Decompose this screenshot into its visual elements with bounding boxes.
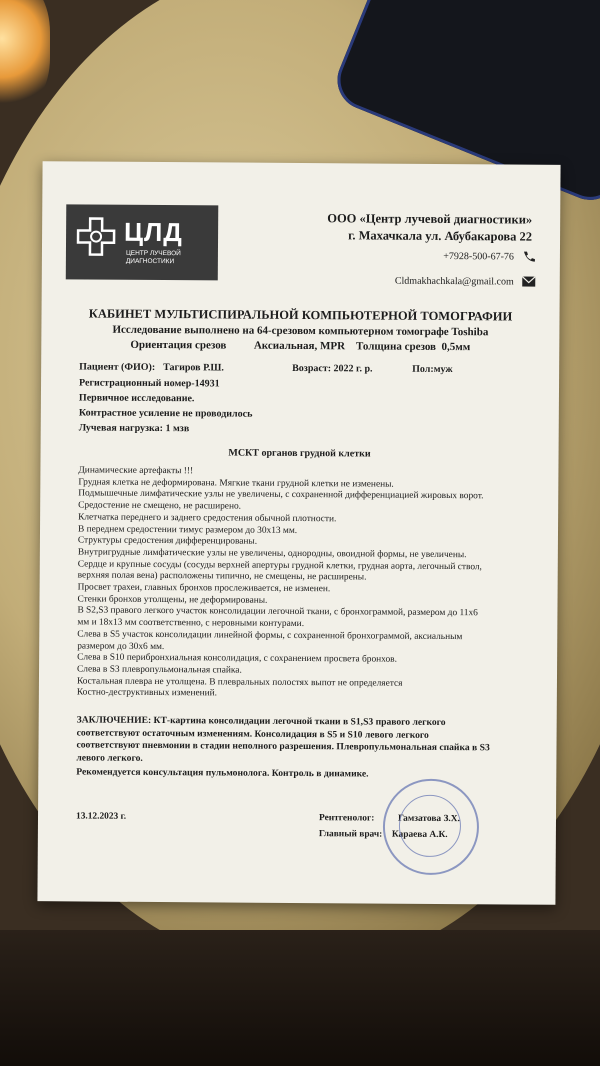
finding-line: Слева в S5 участок консолидации линейной формы, с сохраненной бронхограммой, аксиальным bbox=[77, 629, 463, 642]
recommendation: Рекомендуется консультация пульмонолога. Контроль в динамике. bbox=[76, 766, 369, 780]
logo-abbreviation: ЦЛД bbox=[123, 216, 183, 248]
primary-study: Первичное исследование. bbox=[78, 392, 195, 405]
patient-age: Возраст: 2022 г. р. bbox=[292, 362, 373, 375]
finding-line: Клетчатка переднего и заднего средостения обычной плотности. bbox=[78, 512, 337, 525]
conclusion-line: соответствуют пневмонии в стадии неполного разрешения. Плевропульмональная спайка в S3 bbox=[76, 739, 490, 754]
findings-text bbox=[77, 465, 529, 702]
scanner-info: Исследование выполнено на 64-срезовом компьютерном томографе Toshiba bbox=[112, 323, 489, 339]
organization-address: г. Махачкала ул. Абубакарова 22 bbox=[348, 228, 533, 244]
finding-line: мм и 18х13 мм соответственно, с неровными контурами. bbox=[77, 617, 305, 630]
report-date: 13.12.2023 г. bbox=[75, 811, 127, 822]
conclusion-line: соответствуют остаточным изменениям. Консолидация в S5 и S10 левого легкого bbox=[76, 726, 429, 741]
finding-line: В S2,S3 правого легкого участок консолидации легочной ткани, с бронхограммой, размером до 11х6 bbox=[77, 605, 478, 619]
email-address: Cldmakhachkala@gmail.com bbox=[394, 275, 514, 287]
chief-doctor-name: Караева А.К. bbox=[391, 829, 448, 841]
finding-line: Просвет трахеи, главных бронхов прослеживается, не изменен. bbox=[77, 582, 331, 595]
finding-line: Стенки бронхов утолщены, не деформированы. bbox=[77, 594, 268, 606]
patient-name-label: Пациент (ФИО): bbox=[79, 361, 156, 373]
document-sheet bbox=[37, 161, 560, 905]
radiologist-label: Рентгенолог: bbox=[318, 813, 375, 824]
finding-line: Костно-деструктивных изменений. bbox=[76, 687, 218, 699]
email-row bbox=[395, 275, 536, 288]
finding-line: Динамические артефакты !!! bbox=[78, 465, 194, 477]
finding-line: размером до 30х6 мм. bbox=[77, 641, 165, 652]
conclusion-line: левого легкого. bbox=[76, 751, 143, 764]
phone-row bbox=[443, 250, 536, 263]
radiologist-name: Гамзатова З.Х. bbox=[397, 813, 460, 825]
contrast-info: Контрастное усиление не проводилось bbox=[78, 407, 253, 420]
finding-line: Внутригрудные лимфатические узлы не увеличены, однородны, овоидной формы, не увеличены. bbox=[77, 547, 467, 561]
phone-number: +7928-500-67-76 bbox=[443, 250, 514, 262]
slice-orientation: Ориентация срезов Аксиальная, MPR Толщина срезов 0,5мм bbox=[130, 338, 471, 354]
registration-number: Регистрационный номер-14931 bbox=[79, 377, 220, 390]
conclusion-line: ЗАКЛЮЧЕНИЕ: КТ-картина консолидации легочной ткани в S1,S3 правого легкого bbox=[76, 714, 446, 729]
organization-name: ООО «Центр лучевой диагностики» bbox=[327, 211, 533, 227]
finding-line: Подмышечные лимфатические узлы не увеличены, с сохраненной дифференциацией жировых ворот. bbox=[78, 488, 484, 502]
finding-line: В переднем средостении тимус размером до 30х13 мм. bbox=[77, 523, 298, 536]
phone-icon bbox=[522, 251, 536, 263]
conclusion bbox=[76, 714, 528, 767]
floor bbox=[0, 930, 600, 1066]
finding-line: Слева в S10 перибронхиальная консолидация, с сохранением просвета бронхов. bbox=[77, 652, 397, 665]
finding-line: Средостение не смещено, не расширено. bbox=[78, 500, 242, 512]
email-icon bbox=[522, 276, 536, 288]
medical-cross-icon bbox=[76, 216, 116, 256]
chief-doctor-label: Главный врач: bbox=[318, 829, 383, 840]
study-title: МСКТ органов грудной клетки bbox=[228, 447, 371, 460]
finding-line: верхняя полая вена) расположены типично, не смещены, не расширены. bbox=[77, 570, 367, 583]
clinic-logo bbox=[66, 204, 219, 280]
cabinet-title: КАБИНЕТ МУЛЬТИСПИРАЛЬНОЙ КОМПЬЮТЕРНОЙ ТОМОГРАФИИ bbox=[88, 306, 513, 324]
lamp-glow bbox=[0, 0, 50, 110]
radiation-dose: Лучевая нагрузка: 1 мзв bbox=[78, 422, 190, 435]
finding-line: Грудная клетка не деформирована. Мягкие ткани грудной клетки не изменены. bbox=[78, 477, 394, 490]
finding-line: Сердце и крупные сосуды (сосуды верхней апертуры грудной клетки, грудная аорта, легочный ствол, bbox=[77, 559, 482, 572]
organization-block bbox=[282, 210, 532, 246]
finding-line: Структуры средостения дифференцированы. bbox=[77, 535, 258, 547]
patient-sex: Пол:муж bbox=[412, 363, 453, 376]
finding-line: Слева в S3 плевропульмональная спайка. bbox=[77, 664, 242, 676]
patient-name: Тагиров Р.Ш. bbox=[163, 362, 224, 374]
finding-line: Костальная плевра не утолщена. В плевральных полостях выпот не определяется bbox=[76, 676, 403, 689]
logo-subtitle: ЦЕНТР ЛУЧЕВОЙ ДИАГНОСТИКИ bbox=[125, 249, 181, 266]
clinic-stamp bbox=[383, 779, 480, 876]
